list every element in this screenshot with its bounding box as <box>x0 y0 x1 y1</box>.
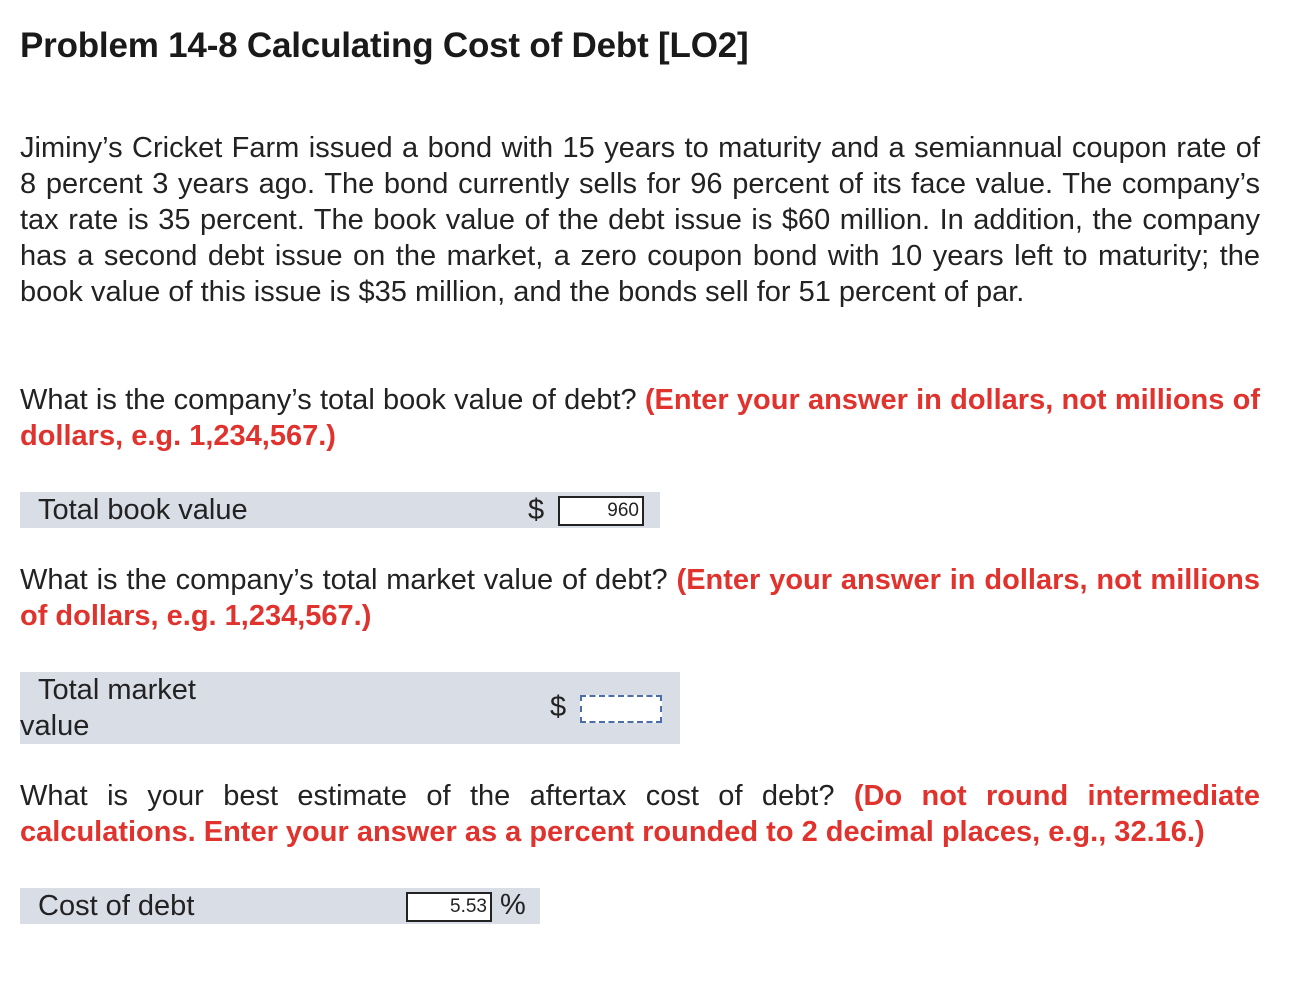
question-instruction: (Do not round intermediate calculations. Enter your answer as a percent rounded to 2 decimal places, e.g., 32.16.) <box>20 780 1260 848</box>
answer-row-total-market-value <box>20 672 680 744</box>
answer-label: Cost of debt <box>38 890 195 922</box>
cost-of-debt-input[interactable]: 5.53 <box>406 892 492 922</box>
question-cost-of-debt <box>20 778 1260 850</box>
answer-row-cost-of-debt <box>20 888 540 924</box>
question-instruction: (Enter your answer in dollars, not millions of dollars, e.g. 1,234,567.) <box>20 564 1260 632</box>
percent-sign: % <box>500 889 526 921</box>
question-text: What is your best estimate of the aftertax cost of debt? <box>20 780 835 812</box>
dollar-sign: $ <box>528 494 545 526</box>
answer-label: Total market value <box>20 674 196 742</box>
problem-statement: Jiminy’s Cricket Farm issued a bond with 15 years to maturity and a semiannual coupon rate of 8 percent 3 years ago. The bond currently sells for 96 percent of its face value. The company’s tax rate is 35 percent. The book value of the debt issue is $60 million. In addition, the company has a second debt issue on the market, a zero coupon bond with 10 years left to maturity; the book value of this issue is $35 million, and the bonds sell for 51 percent of par. <box>20 132 1260 308</box>
answer-row-total-book-value <box>20 492 660 528</box>
question-instruction: (Enter your answer in dollars, not millions of dollars, e.g. 1,234,567.) <box>20 384 1260 452</box>
problem-title: Problem 14-8 Calculating Cost of Debt [LO2] <box>20 26 749 65</box>
question-market-value <box>20 562 1260 634</box>
question-text: What is the company’s total book value of debt? <box>20 384 637 416</box>
total-market-value-input[interactable] <box>580 695 662 723</box>
total-book-value-input[interactable]: 960 <box>558 496 644 526</box>
dollar-sign: $ <box>550 691 567 723</box>
question-text: What is the company’s total market value of debt? <box>20 564 668 596</box>
answer-label: Total book value <box>38 494 248 526</box>
question-book-value <box>20 382 1260 454</box>
